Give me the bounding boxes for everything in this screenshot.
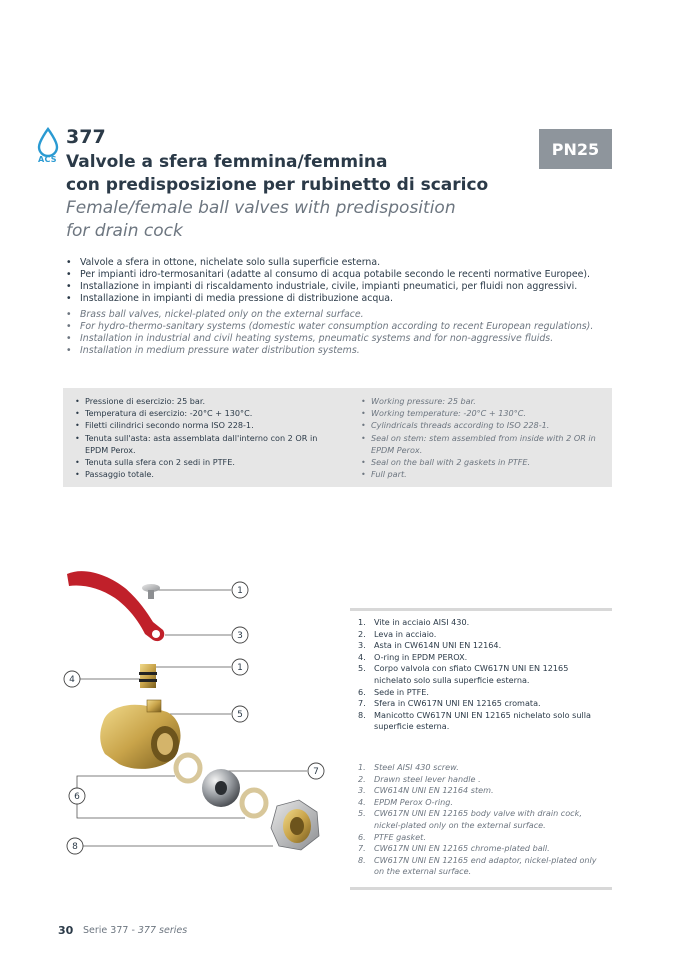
spec-item: • Tenuta sull'asta: asta assemblata dall'interno con 2 OR in EPDM Perox.: [71, 432, 329, 456]
part-number: 4.: [358, 796, 366, 807]
part-item: [358, 808, 608, 831]
features-italian: [66, 257, 626, 305]
part-number: 1.: [358, 762, 366, 772]
part-text: Steel AISI 430 screw.: [374, 762, 459, 772]
part-text: Drawn steel lever handle .: [374, 773, 481, 784]
title-english-line-2: for drain cock: [66, 221, 183, 241]
part-number: 7.: [358, 843, 366, 854]
callout-label: 3: [237, 631, 243, 641]
title-english-line-1: Female/female ball valves with predisposition: [66, 198, 456, 218]
exploded-valve-diagram: [55, 560, 345, 860]
callout-label: 6: [74, 792, 80, 802]
part-text: CW614N UNI EN 12164 stem.: [374, 785, 494, 796]
spec-item: • Temperatura di esercizio: -20°C + 130°C.: [71, 407, 329, 419]
callout-label: 7: [313, 767, 319, 777]
part-item: [358, 785, 608, 797]
feature-item: • Brass ball valves, nickel-plated only on the external surface.: [66, 309, 626, 321]
part-text: Sfera in CW617N UNI EN 12165 cromata.: [374, 698, 541, 709]
parts-list-italian: [358, 617, 608, 733]
acs-badge: ACS: [38, 155, 57, 164]
part-item: [358, 629, 608, 641]
pressure-rating-badge: PN25: [539, 129, 612, 169]
product-code: 377: [66, 126, 106, 148]
part-text: Sede in PTFE.: [374, 686, 429, 697]
callout-label: 4: [69, 675, 75, 685]
stem-oring: [139, 679, 157, 682]
part-text: Corpo valvola con sfiato CW617N UNI EN 12165 nichelato solo sulla superficie esterna.: [374, 663, 569, 685]
specifications-italian: [71, 395, 329, 480]
title-italian-line-1: Valvole a sfera femmina/femmina: [66, 152, 388, 172]
part-number: 5.: [358, 663, 366, 674]
part-number: 2.: [358, 773, 366, 784]
part-text: CW617N UNI EN 12165 end adaptor, nickel-plated only on the external surface.: [374, 854, 597, 877]
part-number: 1.: [358, 617, 366, 627]
spec-item: • Passaggio totale.: [71, 468, 329, 480]
stem-oring: [139, 672, 157, 675]
stem: [140, 664, 156, 688]
part-item: [358, 663, 608, 686]
part-text: Asta in CW614N UNI EN 12164.: [374, 640, 502, 651]
ball-bore: [215, 781, 227, 795]
footer-series-english: 377 series: [137, 925, 188, 936]
part-item: [358, 797, 608, 809]
feature-item: • Installation in medium pressure water distribution systems.: [66, 345, 626, 357]
spec-item: • Pressione di esercizio: 25 bar.: [71, 395, 329, 407]
callout-label: 1: [237, 663, 243, 673]
specifications-english: [357, 395, 612, 480]
spec-item: • Working temperature: -20°C + 130°C.: [357, 407, 612, 419]
spec-item: • Seal on stem: stem assembled from inside with 2 OR in EPDM Perox.: [357, 432, 612, 456]
part-item: [358, 617, 608, 629]
part-item: [358, 687, 608, 699]
part-text: Leva in acciaio.: [374, 628, 437, 639]
callout-label: 5: [237, 710, 243, 720]
footer-series-italian: Serie 377: [83, 925, 129, 936]
part-number: 6.: [358, 831, 366, 842]
feature-item: • For hydro-thermo-sanitary systems (domestic water consumption according to recent European regulations).: [66, 321, 626, 333]
features-english: [66, 309, 626, 357]
parts-top-rule: [350, 608, 612, 611]
part-number: 2.: [358, 628, 366, 639]
part-number: 7.: [358, 698, 366, 709]
spec-item: • Tenuta sulla sfera con 2 sedi in PTFE.: [71, 456, 329, 468]
part-item: [358, 843, 608, 855]
part-item: [358, 652, 608, 664]
feature-item: • Installazione in impianti di riscaldamento industriale, civile, impianti pneumatici, per fluidi non aggressivi.: [66, 281, 626, 293]
part-number: 4.: [358, 651, 366, 662]
feature-item: • Installation in industrial and civil heating systems, pneumatic systems and for non-aggressive fluids.: [66, 333, 626, 345]
part-number: 3.: [358, 640, 366, 651]
spec-item: • Cylindricals threads according to ISO 228-1.: [357, 419, 612, 431]
drain-port: [147, 700, 161, 712]
part-number: 5.: [358, 808, 366, 819]
screw-shank: [148, 590, 154, 599]
part-text: O-ring in EPDM PEROX.: [374, 651, 468, 662]
part-text: CW617N UNI EN 12165 chrome-plated ball.: [374, 843, 550, 854]
feature-item: • Installazione in impianti di media pressione di distribuzione acqua.: [66, 293, 626, 305]
callout-label: 1: [237, 586, 243, 596]
part-text: EPDM Perox O-ring.: [374, 796, 453, 807]
title-italian: [66, 151, 506, 197]
part-item: [358, 640, 608, 652]
part-item: [358, 855, 608, 878]
parts-list-english: [358, 762, 608, 878]
title-english: [66, 197, 506, 243]
spec-item: • Full part.: [357, 468, 612, 480]
part-text: Vite in acciaio AISI 430.: [374, 617, 470, 627]
ptfe-gasket: [176, 755, 200, 781]
part-item: [358, 762, 608, 774]
body-opening-inner: [157, 733, 173, 755]
part-text: Manicotto CW617N UNI EN 12165 nichelato solo sulla superficie esterna.: [374, 709, 591, 732]
part-item: [358, 698, 608, 710]
part-text: PTFE gasket.: [374, 831, 426, 842]
end-adaptor-bore: [290, 817, 304, 835]
page-number: 30: [58, 924, 74, 937]
part-number: 8.: [358, 709, 366, 720]
lever-hole: [152, 630, 160, 638]
spec-item: • Filetti cilindrici secondo norma ISO 228-1.: [71, 419, 329, 431]
feature-item: • Per impianti idro-termosanitari (adatte al consumo di acqua potabile secondo le recenti normative Europee).: [66, 269, 626, 281]
part-item: [358, 710, 608, 733]
part-number: 3.: [358, 785, 366, 796]
spec-item: • Working pressure: 25 bar.: [357, 395, 612, 407]
callout-label: 8: [72, 842, 78, 852]
parts-bottom-rule: [350, 887, 612, 890]
lever-handle: [67, 571, 164, 641]
part-number: 8.: [358, 854, 366, 865]
footer-series: [83, 925, 187, 936]
part-item: [358, 832, 608, 844]
part-number: 6.: [358, 686, 366, 697]
title-italian-line-2: con predisposizione per rubinetto di scarico: [66, 175, 489, 195]
part-text: CW617N UNI EN 12165 body valve with drain cock, nickel-plated only on the external surface.: [374, 808, 582, 830]
feature-item: • Valvole a sfera in ottone, nichelate solo sulla superficie esterna.: [66, 257, 626, 269]
footer-separator: -: [128, 925, 138, 936]
part-item: [358, 774, 608, 786]
ptfe-gasket: [242, 790, 266, 816]
spec-item: • Seal on the ball with 2 gaskets in PTFE.: [357, 456, 612, 468]
